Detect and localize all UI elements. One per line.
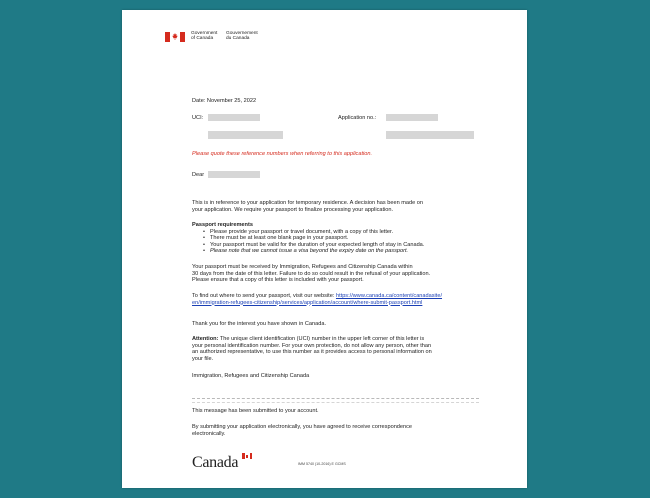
gov-fr-line1: Gouvernement: [226, 31, 258, 36]
gov-fr-line2: du Canada: [226, 36, 250, 42]
application-label: Application no.:: [338, 115, 377, 121]
application-redacted: [386, 114, 438, 121]
signature: Immigration, Refugees and Citizenship Canada: [192, 373, 310, 379]
req-item: • Please provide your passport or travel document, with a copy of this letter.: [210, 229, 512, 236]
passport-requirements: [192, 222, 512, 255]
receipt-line: Please ensure that a copy of this letter is included with your passport.: [192, 277, 364, 284]
canada-flag-icon: [165, 32, 185, 42]
recipient-redacted: [208, 171, 260, 178]
attention-line: your file.: [192, 355, 214, 362]
address-redacted: [386, 131, 474, 139]
attention-line: an authorized representative, to use this number as it provides access to personal information on: [192, 349, 432, 356]
req-item: • Please note that we cannot issue a visa beyond the expiry date on the passport.: [210, 248, 512, 255]
passport-submission-link[interactable]: https://www.canada.ca/content/canadasite/: [335, 293, 443, 299]
intro-paragraph: [192, 200, 512, 213]
thanks-line: Thank you for the interest you have shown in Canada.: [192, 321, 327, 327]
quote-note: Please quote these reference numbers when referring to this application.: [192, 151, 373, 157]
salutation: Dear: [192, 172, 205, 178]
wordmark-flag-icon: [242, 453, 252, 459]
receipt-line: 30 days from the date of this letter. Failure to do so could result in the refusal of your application.: [192, 270, 431, 277]
req-item: • Your passport must be valid for the duration of your expected length of stay in Canada.: [210, 242, 512, 249]
find-prefix: To find out where to send your passport, visit our website:: [192, 293, 336, 299]
receipt-line: Your passport must be received by Immigration, Refugees and Citizenship Canada within: [192, 264, 413, 270]
name-redacted: [208, 131, 283, 139]
req-item: • There must be at least one blank page in your passport.: [210, 235, 512, 242]
divider: [192, 398, 479, 399]
gov-fr: [226, 31, 258, 41]
uci-redacted: [208, 114, 260, 121]
attention-line: The unique client identification (UCI) number in the upper left corner of this letter is: [218, 336, 425, 342]
find-paragraph: [192, 293, 522, 306]
attention-paragraph: [192, 336, 522, 362]
submitted-line: This message has been submitted to your account.: [192, 408, 319, 414]
gov-en-line2: of Canada: [191, 36, 214, 42]
form-code: IMM 5740 (10-2016) E GCMS: [298, 462, 346, 466]
consent-paragraph: [192, 424, 512, 437]
req-heading: Passport requirements: [192, 222, 253, 228]
gov-en: [191, 31, 217, 41]
divider: [192, 402, 479, 403]
canada-wordmark: Canada: [192, 454, 239, 471]
gov-en-line1: Government: [191, 31, 218, 36]
passport-submission-link-cont[interactable]: en/immigration-refugees-citizenship/services/application/account/where-submit-passport.html: [192, 299, 423, 306]
attention-label: Attention:: [192, 336, 219, 342]
intro-line: This is in reference to your application for temporary residence. A decision has been made on: [192, 200, 424, 206]
consent-line: By submitting your application electronically, you have agreed to receive correspondence: [192, 424, 413, 430]
attention-line: your personal identification number. For your own protection, do not allow any person, other than: [192, 342, 432, 349]
letter-date: Date: November 25, 2022: [192, 98, 257, 104]
req-list: [192, 229, 512, 255]
maple-leaf-icon: [172, 33, 178, 40]
intro-line: your application. We require your passport to finalize processing your application.: [192, 206, 394, 213]
consent-line: electronically.: [192, 430, 226, 437]
receipt-paragraph: [192, 264, 512, 284]
uci-label: UCI:: [192, 115, 204, 121]
letter-page: [122, 10, 527, 488]
